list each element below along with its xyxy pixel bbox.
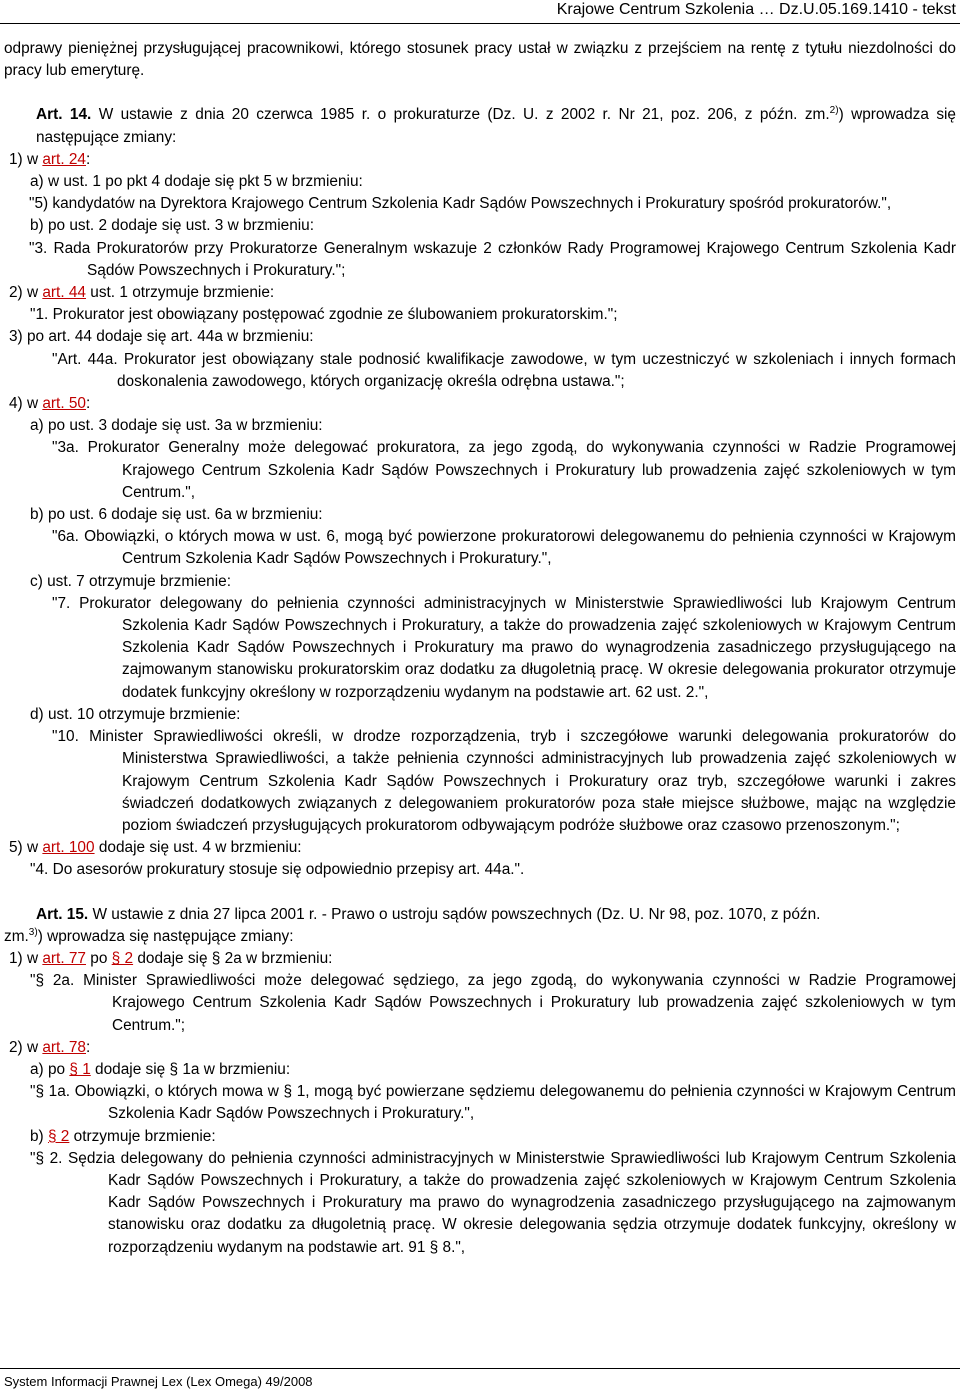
point-4b: b) po ust. 6 dodaje się ust. 6a w brzmieniu:	[30, 506, 323, 524]
point-4-prefix: 4) w	[9, 395, 43, 413]
point-5	[4, 837, 956, 859]
section-2-prefix: 2) w	[9, 1038, 43, 1056]
point-1-prefix: 1) w	[9, 150, 43, 168]
point-1-suffix: :	[86, 150, 91, 168]
point-4-suffix: :	[86, 395, 91, 413]
footer-text: System Informacji Prawnej Lex (Lex Omega) 49/2008	[4, 1374, 313, 1389]
article-15-label: Art. 15.	[36, 905, 89, 923]
point-4b-quote: "6a. Obowiązki, o których mowa w ust. 6, mogą być powierzone prokuratorowi delegowanemu do pełnienia czynności w Krajowym Centrum Szkolenia Kadr Sądów Powszechnych i Prokuratury.",	[52, 528, 956, 568]
section-2b-suffix: otrzymuje brzmienie:	[69, 1127, 216, 1145]
point-4c: c) ust. 7 otrzymuje brzmienie:	[30, 572, 231, 590]
point-5-suffix: dodaje się ust. 4 w brzmieniu:	[94, 839, 302, 857]
point-5-prefix: 5) w	[9, 839, 43, 857]
section-1	[4, 948, 956, 970]
section-2a-suffix: dodaje się § 1a w brzmieniu:	[90, 1060, 291, 1078]
point-4a-quote: "3a. Prokurator Generalny może delegować prokuratora, za jego zgodą, do wykonywania czynności w Radzie Programowej Krajowego Centrum Szkolenia Kadr Sądów Powszechnych i Prokuratury lub prowadzenia zajęć szkoleniowych w tym Centrum.",	[52, 439, 956, 501]
link-art-77[interactable]: art. 77	[42, 949, 86, 967]
point-4d-quote: "10. Minister Sprawiedliwości określi, w drodze rozporządzenia, tryb i szczegółowe warunki delegowania prokuratorów do Ministerstwa Sprawiedliwości, a także pełnienia czynności administracyjnych lub prowadzenia zajęć szkoleniowych w Krajowym Centrum Szkolenia Kadr Sądów Powszechnych i Prokuratury oraz tryb, szczegółowe warunki i zakres świadczeń dodatkowych związanych z delegowaniem prokuratorów poza stałe miejsce służbowe, mając na względzie poziom świadczeń przysługujących prokuratorom odbywającym podróże służbowe oraz czasowo przenoszonym.";	[52, 728, 956, 834]
link-art-78[interactable]: art. 78	[42, 1038, 86, 1056]
point-1b-quote: "3. Rada Prokuratorów przy Prokuratorze Generalnym wskazuje 2 członków Rady Programowej Krajowego Centrum Szkolenia Kadr Sądów Powszechnych i Prokuratury.";	[29, 239, 956, 279]
point-4d: d) ust. 10 otrzymuje brzmienie:	[30, 705, 241, 723]
footer-divider	[0, 1368, 960, 1369]
section-2	[4, 1037, 956, 1059]
section-2a	[4, 1059, 956, 1081]
header-divider	[0, 23, 960, 24]
point-3: 3) po art. 44 dodaje się art. 44a w brzmieniu:	[9, 328, 314, 346]
link-par-1[interactable]: § 1	[69, 1060, 91, 1078]
section-1-prefix: 1) w	[9, 949, 43, 967]
article-14-text-cont: ) wprowadza się następujące zmiany:	[36, 106, 956, 146]
link-art-50[interactable]: art. 50	[42, 395, 86, 413]
link-art-100[interactable]: art. 100	[42, 839, 95, 857]
article-14-heading	[4, 104, 956, 148]
document-body	[4, 38, 956, 1259]
section-2b-prefix: b)	[30, 1127, 48, 1145]
section-2b-quote: "§ 2. Sędzia delegowany do pełnienia czynności administracyjnych w Ministerstwie Sprawiedliwości lub Krajowym Centrum Szkolenia Kadr Sądów Powszechnych i Prokuratury, a także do prowadzenia zajęć szkoleniowych w Krajowym Centrum Szkolenia Kadr Sądów Powszechnych i Prokuratury ma prawo do wynagrodzenia zasadniczego przysługującego na zajmowanym stanowisku oraz dodatku za długoletnią pracę. W okresie delegowania sędzia otrzymuje dodatek funkcyjny, określony w rozporządzeniu wydanym na podstawie art. 91 § 8.",	[30, 1149, 956, 1256]
point-4a: a) po ust. 3 dodaje się ust. 3a w brzmieniu:	[30, 417, 323, 435]
point-4c-quote: "7. Prokurator delegowany do pełnienia czynności administracyjnych w Ministerstwie Sprawiedliwości lub Krajowym Centrum Szkolenia Kadr Sądów Powszechnych i Prokuratury, a także do prowadzenia zajęć szkoleniowych w Krajowym Centrum Szkolenia Kadr Sądów Powszechnych i Prokuratury ma prawo do wynagrodzenia zasadniczego przysługującego na zajmowanym stanowisku prokuratorskim oraz dodatku za długoletnią pracę. W okresie delegowania prokurator otrzymuje dodatek funkcyjny określony w rozporządzeniu wydanym na podstawie art. 62 ust. 2.",	[52, 594, 956, 701]
footnote-ref-2[interactable]: 2)	[829, 105, 839, 117]
point-1a-quote: "5) kandydatów na Dyrektora Krajowego Centrum Szkolenia Kadr Sądów Powszechnych i Prokuratury spośród prokuratorów.",	[29, 195, 892, 213]
article-15-text: W ustawie z dnia 27 lipca 2001 r. - Prawo o ustroju sądów powszechnych (Dz. U. Nr 98, poz. 1070, z późn.	[88, 905, 821, 923]
section-2a-quote: "§ 1a. Obowiązki, o których mowa w § 1, mogą być powierzane sędziemu delegowanemu do pełnienia czynności w Krajowym Centrum Szkolenia Kadr Sądów Powszechnych i Prokuratury.",	[30, 1083, 956, 1123]
section-1-suffix: dodaje się § 2a w brzmieniu:	[133, 949, 333, 967]
link-art-44[interactable]: art. 44	[42, 284, 86, 302]
section-2-suffix: :	[86, 1038, 91, 1056]
section-1-quote: "§ 2a. Minister Sprawiedliwości może delegować sędziego, za jego zgodą, do wykonywania czynności w Radzie Programowej Krajowego Centrum Szkolenia Kadr Sądów Powszechnych i Prokuratury lub prowadzenia zajęć szkoleniowych w tym Centrum.";	[30, 972, 956, 1034]
link-art-24[interactable]: art. 24	[42, 150, 86, 168]
point-2-suffix: ust. 1 otrzymuje brzmienie:	[86, 284, 275, 302]
intro-paragraph: odprawy pieniężnej przysługującej pracownikowi, którego stosunek pracy ustał w związku z przejściem na rentę z tytułu niezdolności do pracy lub emeryturę.	[4, 40, 956, 80]
section-2b	[4, 1126, 956, 1148]
point-4	[4, 393, 956, 415]
point-1b: b) po ust. 2 dodaje się ust. 3 w brzmieniu:	[30, 217, 315, 235]
link-par-2-b[interactable]: § 2	[47, 1127, 70, 1145]
section-2a-prefix: a) po	[30, 1060, 70, 1078]
page-header-title: Krajowe Centrum Szkolenia … Dz.U.05.169.1410 - tekst	[556, 1, 956, 18]
point-1a: a) w ust. 1 po pkt 4 dodaje się pkt 5 w brzmieniu:	[30, 173, 363, 191]
article-14-text: W ustawie z dnia 20 czerwca 1985 r. o prokuraturze (Dz. U. z 2002 r. Nr 21, poz. 206, z późn. zm.	[91, 106, 830, 124]
link-par-2[interactable]: § 2	[111, 949, 134, 967]
article-15-heading	[4, 904, 956, 926]
point-2-quote: "1. Prokurator jest obowiązany postępować zgodnie ze ślubowaniem prokuratorskim.";	[30, 306, 618, 324]
article-15-heading-cont	[4, 926, 956, 948]
article-15-text-cont: ) wprowadza się następujące zmiany:	[37, 927, 294, 945]
point-3-quote: "Art. 44a. Prokurator jest obowiązany stale podnosić kwalifikacje zawodowe, w tym uczestniczyć w szkoleniach i innych formach doskonalenia zawodowego, których organizację określa odrębna ustawa.";	[52, 350, 956, 390]
point-5-quote: "4. Do asesorów prokuratury stosuje się odpowiednio przepisy art. 44a.".	[30, 861, 525, 879]
point-2	[4, 282, 956, 304]
article-15-zm: zm.	[4, 927, 29, 945]
point-1	[4, 149, 956, 171]
section-1-middle: po	[86, 949, 112, 967]
point-2-prefix: 2) w	[9, 284, 43, 302]
article-14-label: Art. 14.	[36, 106, 92, 124]
footnote-ref-3[interactable]: 3)	[28, 926, 38, 938]
